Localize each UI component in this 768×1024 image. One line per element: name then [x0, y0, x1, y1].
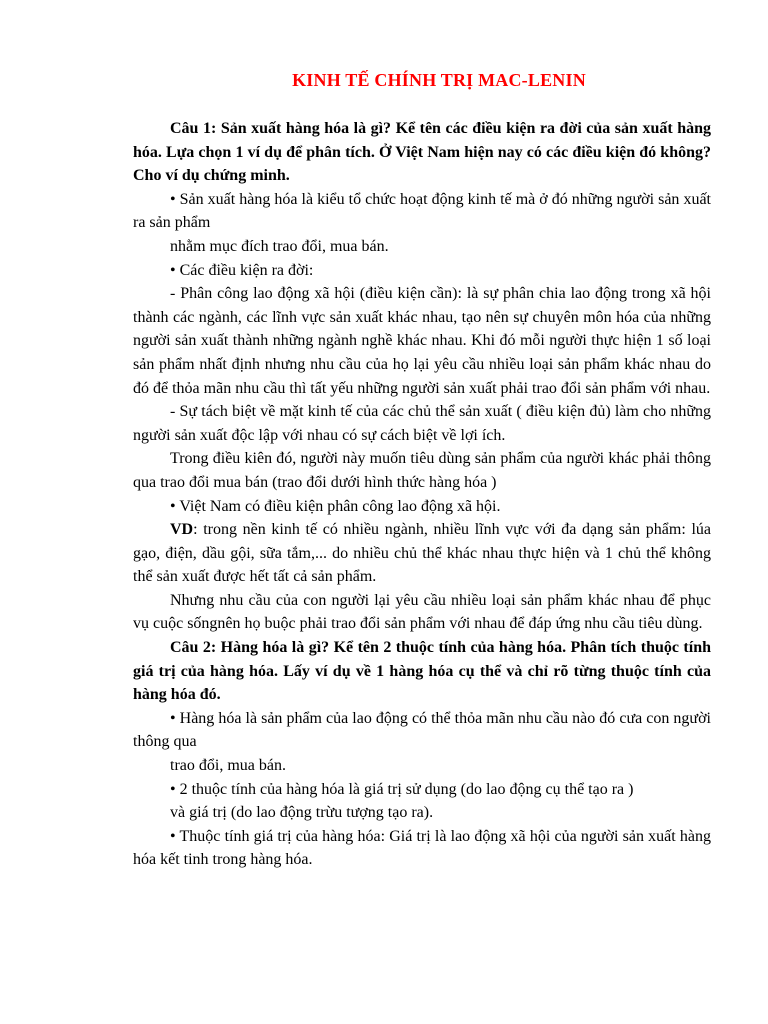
document-body [133, 117, 711, 872]
paragraph: • Thuộc tính giá trị của hàng hóa: Giá trị là lao động xã hội của người sản xuất hàng hóa kết tinh trong hàng hóa. [133, 827, 711, 869]
example-label: VD [170, 521, 194, 539]
question-1: Câu 1: Sản xuất hàng hóa là gì? Kể tên các điều kiện ra đời của sản xuất hàng hóa. Lựa chọn 1 ví dụ để phân tích. Ở Việt Nam hiện nay có các điều kiện đó không? Cho ví dụ chứng minh. [133, 120, 711, 185]
paragraph: • Các điều kiện ra đời: [170, 261, 314, 279]
paragraph-continuation: nhằm mục đích trao đổi, mua bán. [170, 237, 389, 255]
paragraph-continuation: trao đổi, mua bán. [170, 757, 286, 775]
paragraph: • 2 thuộc tính của hàng hóa là giá trị sử dụng (do lao động cụ thể tạo ra ) [170, 780, 634, 798]
example-paragraph [133, 518, 711, 589]
paragraph: • Hàng hóa là sản phẩm của lao động có thể thỏa mãn nhu cầu nào đó cưa con người thông qua [133, 709, 711, 751]
paragraph: • Việt Nam có điều kiện phân công lao động xã hội. [170, 497, 501, 515]
question-2: Câu 2: Hàng hóa là gì? Kể tên 2 thuộc tính của hàng hóa. Phân tích thuộc tính giá trị của hàng hóa. Lấy ví dụ về 1 hàng hóa cụ thể và chỉ rõ từng thuộc tính của hàng hóa đó. [133, 639, 711, 704]
paragraph-continuation: và giá trị (do lao động trừu tượng tạo ra). [170, 804, 434, 822]
paragraph: - Sự tách biệt về mặt kinh tế của các chủ thể sản xuất ( điều kiện đủ) làm cho những người sản xuất độc lập với nhau có sự cách biệt về lợi ích. [133, 403, 711, 444]
paragraph: Nhưng nhu cầu của con người lại yêu cầu nhiều loại sản phẩm khác nhau để phục vụ cuộc sốngnên họ buộc phải trao đổi sản phẩm với nhau để đáp ứng nhu cầu tiêu dùng. [133, 591, 711, 633]
document-title: KINH TẾ CHÍNH TRỊ MAC-LENIN [292, 70, 586, 90]
paragraph: Trong điều kiên đó, người này muốn tiêu dùng sản phẩm của người khác phải thông qua trao đổi mua bán (trao đổi dưới hình thức hàng hóa ) [133, 450, 711, 491]
paragraph: • Sản xuất hàng hóa là kiểu tổ chức hoạt động kinh tế mà ở đó những người sản xuất ra sản phẩm [133, 190, 711, 232]
paragraph: - Phân công lao động xã hội (điều kiện cần): là sự phân chia lao động trong xã hội thành các ngành, các lĩnh vực sản xuất khác nhau, tạo nên sự chuyên môn hóa của những người sản xuất thành những ngành nghề khác nhau. Khi đó mỗi người thực hiện 1 số loại sản phẩm nhất định nhưng nhu cầu của họ lại yêu cầu nhiều loại sản phẩm khác nhau do đó để thỏa mãn nhu cầu thì tất yếu những người sản xuất phải trao đổi sản phẩm với nhau. [133, 285, 711, 397]
example-text: : trong nền kinh tế có nhiều ngành, nhiều lĩnh vực với đa dạng sản phẩm: lúa gạo, điện, dầu gội, sữa tắm,... do nhiều chủ thể khác nhau thực hiện và 1 chủ thể không thể sản xuất được hết tất cả sản phẩm. [133, 521, 711, 586]
